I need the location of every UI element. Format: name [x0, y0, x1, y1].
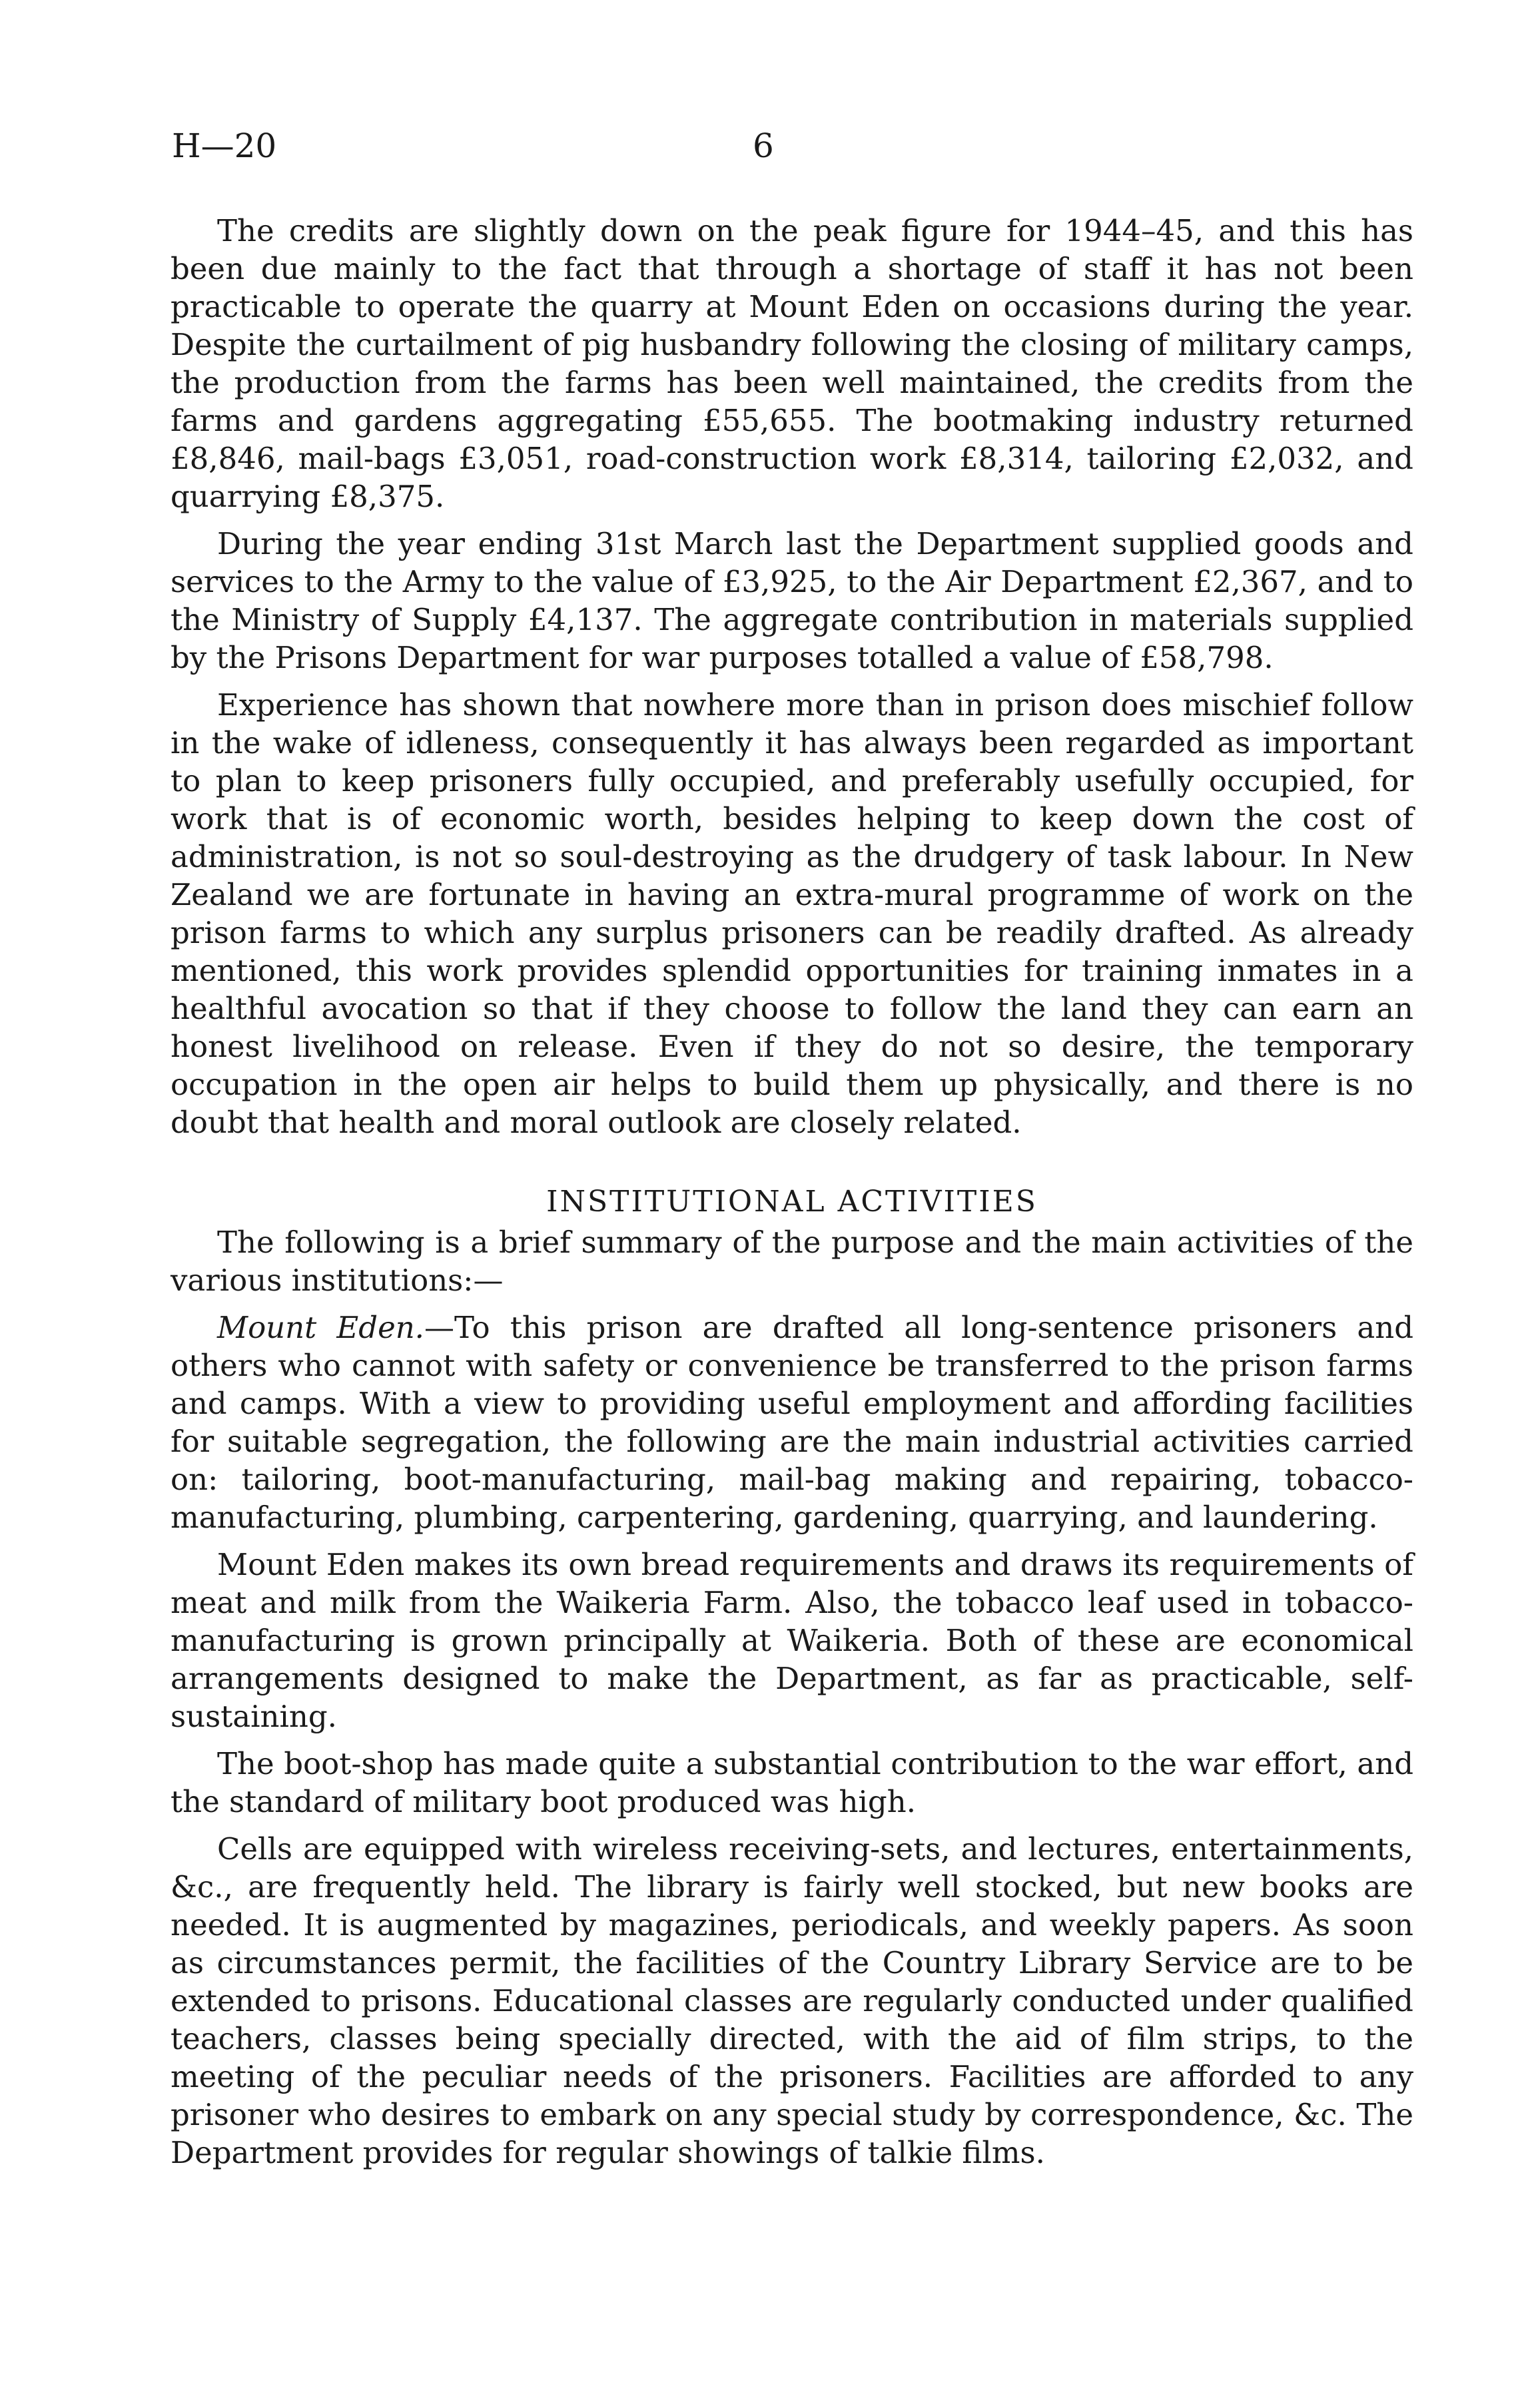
- document-reference: H—20: [172, 127, 277, 165]
- mount-eden-text: —To this prison are drafted all long-sentence prisoners and others who cannot with safety or convenience be transferred to the prison farms and camps. With a view to providing useful employment and affording facilities for suitable segregation, the following are the main industrial activities carried on: tailoring, boot-manufacturing, mail-bag making and repairing, tobacco-manufacturing, plumbing, carpentering, gardening, quarrying, and laundering.: [171, 1310, 1414, 1535]
- section-intro: The following is a brief summary of the purpose and the main activities of the various institutions:—: [171, 1225, 1413, 1298]
- mount-eden-lead: Mount Eden.: [217, 1310, 424, 1345]
- paragraph-bread-requirements: Mount Eden makes its own bread requirements and draws its requirements of meat and milk from the Waikeria Farm. Also, the tobacco leaf used in tobacco-manufacturing is grown principally at Waikeria. Both of these are economical arrangements designed to make the Department, as far as practicable, self-sustaining.: [171, 1547, 1413, 1734]
- section-heading: INSTITUTIONAL ACTIVITIES: [546, 1185, 1038, 1219]
- page-header: [172, 127, 1417, 173]
- document-body: [171, 212, 1413, 2181]
- paragraph-idleness: Experience has shown that nowhere more than in prison does mischief follow in the wake of idleness, consequently it has always been regarded as important to plan to keep prisoners fully occupied, and preferably usefully occupied, for work that is of economic worth, besides helping to keep down the cost of administration, is not so soul-destroying as the drudgery of task labour. In New Zealand we are fortunate in having an extra-mural programme of work on the prison farms to which any surplus prisoners can be readily drafted. As already mentioned, this work provides splendid opportunities for training inmates in a healthful avocation so that if they choose to follow the land they can earn an honest livelihood on release. Even if they do not so desire, the temporary occupation in the open air helps to build them up physically, and there is no doubt that health and moral outlook are closely related.: [171, 687, 1413, 1140]
- paragraph-credits: The credits are slightly down on the peak figure for 1944–45, and this has been due mainly to the fact that through a shortage of staff it has not been practicable to operate the quarry at Mount Eden on occasions during the year. Despite the curtailment of pig husbandry following the closing of military camps, the production from the farms has been well maintained, the credits from the farms and gardens aggregating £55,655. The bootmaking industry returned £8,846, mail-bags £3,051, road-construction work £8,314, tailoring £2,032, and quarrying £8,375.: [171, 213, 1413, 514]
- paragraph-cells-library: Cells are equipped with wireless receiving-sets, and lectures, entertainments, &c., are frequently held. The library is fairly well stocked, but new books are needed. It is augmented by magazines, periodicals, and weekly papers. As soon as circumstances permit, the facilities of the Country Library Service are to be extended to prisons. Educational classes are regularly conducted under qualified teachers, classes being specially directed, with the aid of film strips, to the meeting of the peculiar needs of the prisoners. Facilities are afforded to any prisoner who desires to embark on any special study by correspondence, &c. The Department provides for regular showings of talkie films.: [171, 1831, 1413, 2170]
- page-number: 6: [753, 127, 774, 165]
- paragraph-mount-eden: [171, 1309, 1413, 1536]
- paragraph-boot-shop: The boot-shop has made quite a substantial contribution to the war effort, and the standard of military boot produced was high.: [171, 1746, 1413, 1819]
- paragraph-war-supplies: During the year ending 31st March last the Department supplied goods and services to the Army to the value of £3,925, to the Air Department £2,367, and to the Ministry of Supply £4,137. The aggregate contribution in materials supplied by the Prisons Department for war purposes totalled a value of £58,798.: [171, 526, 1413, 675]
